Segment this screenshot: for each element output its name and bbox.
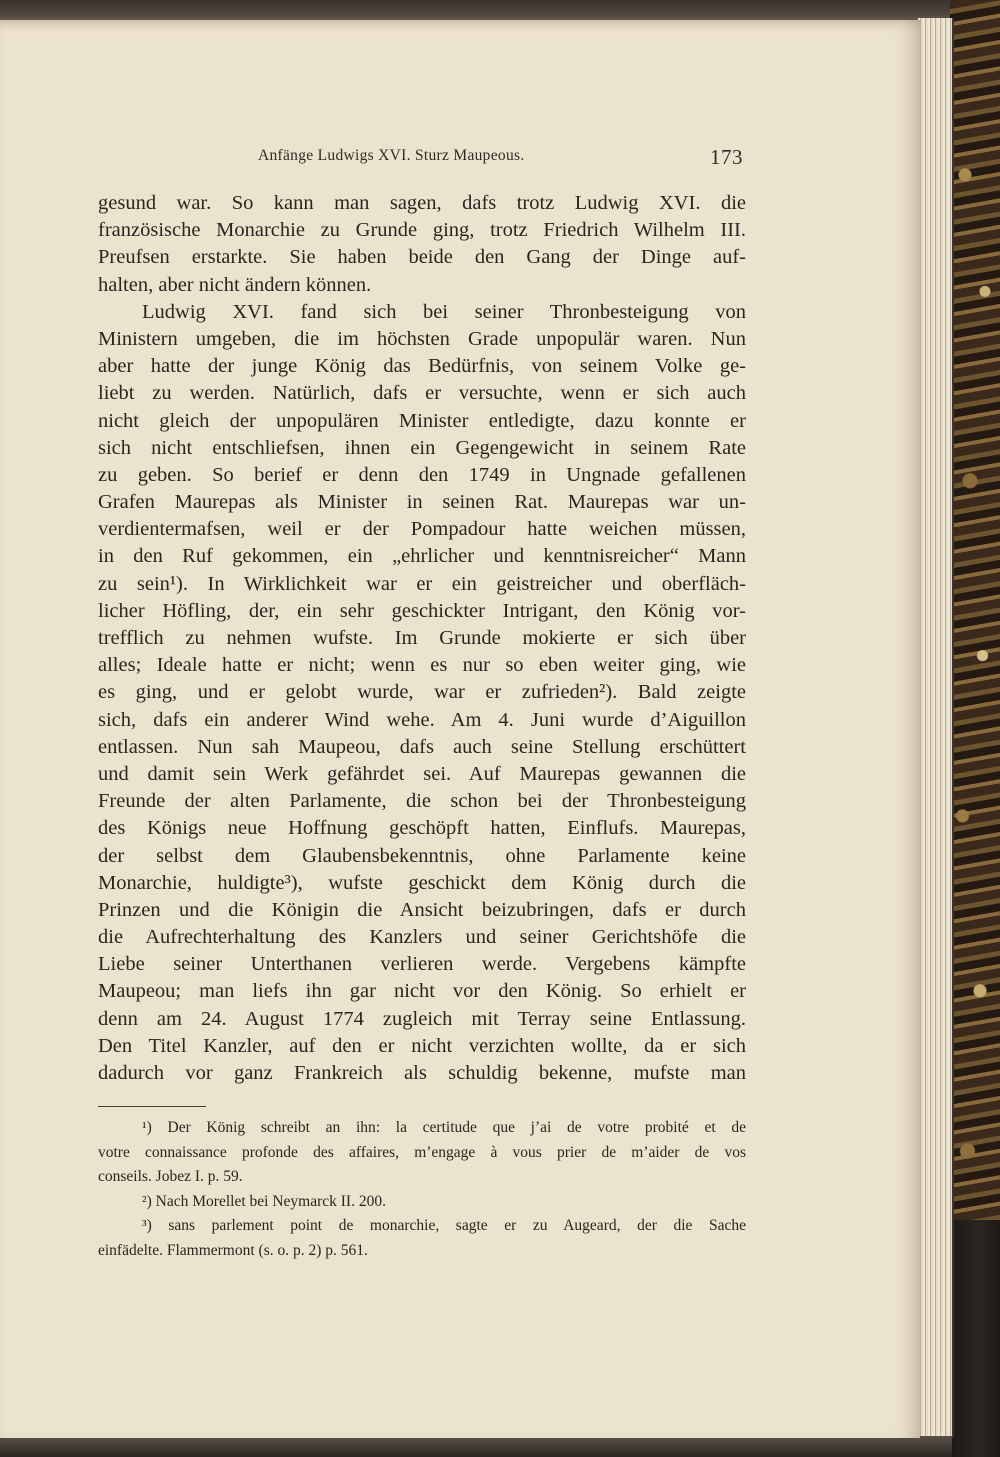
text-line: Freunde der alten Parlamente, die schon bei der Thronbesteigung <box>98 790 746 813</box>
footnotes <box>98 1116 746 1263</box>
page-number: 173 <box>710 145 743 169</box>
text-line: französische Monarchie zu Grunde ging, trotz Friedrich Wilhelm III. <box>98 219 746 242</box>
top-scan-edge <box>0 0 1000 22</box>
page-header <box>258 145 758 175</box>
text-line: entlassen. Nun sah Maupeou, dafs auch seine Stellung erschüttert <box>98 735 746 758</box>
text-line: sich nicht entschliefsen, ihnen ein Gegengewicht in seinem Rate <box>98 436 746 459</box>
body-text <box>98 190 746 1087</box>
text-line: Prinzen und die Königin die Ansicht beizubringen, dafs er durch <box>98 898 746 921</box>
text-line: alles; Ideale hatte er nicht; wenn es nur so eben weiter ging, wie <box>98 654 746 677</box>
text-line: aber hatte der junge König das Bedürfnis, von seinem Volke ge- <box>98 355 746 378</box>
text-line: Preufsen erstarkte. Sie haben beide den Gang der Dinge auf- <box>98 246 746 269</box>
text-line: denn am 24. August 1774 zugleich mit Terray seine Entlassung. <box>98 1007 746 1030</box>
text-line: es ging, und er gelobt wurde, war er zufrieden²). Bald zeigte <box>98 681 746 704</box>
text-line: Liebe seiner Unterthanen verlieren werde. Vergebens kämpfte <box>98 953 746 976</box>
text-line: gesund war. So kann man sagen, dafs trotz Ludwig XVI. die <box>98 192 746 214</box>
text-line: liebt zu werden. Natürlich, dafs er versuchte, wenn er sich auch <box>98 382 746 405</box>
text-line: der selbst dem Glaubensbekenntnis, ohne Parlamente keine <box>98 844 746 867</box>
text-line: Den Titel Kanzler, auf den er nicht verzichten wollte, da er sich <box>98 1034 746 1057</box>
running-title: Anfänge Ludwigs XVI. Sturz Maupeous. <box>258 147 525 164</box>
footnote-line: votre connaissance profonde des affaires, m’engage à vous prier de m’aider de vos <box>98 1143 746 1161</box>
text-line: nicht gleich der unpopulären Minister entledigte, dazu konnte er <box>98 409 746 432</box>
bottom-scan-edge <box>0 1436 952 1457</box>
footnote-line: ¹) Der König schreibt an ihn: la certitude que j’ai de votre probité et de <box>142 1119 746 1136</box>
text-line: zu sein¹). In Wirklichkeit war er ein geistreicher und oberfläch- <box>98 572 746 595</box>
text-line: dadurch vor ganz Frankreich als schuldig bekenne, mufste man <box>98 1062 746 1084</box>
text-line: Maupeou; man liefs ihn gar nicht vor den König. So erhielt er <box>98 980 746 1003</box>
text-line: verdientermafsen, weil er der Pompadour hatte weichen müssen, <box>98 518 746 541</box>
footnote-line: ³) sans parlement point de monarchie, sagte er zu Augeard, der die Sache <box>142 1217 746 1234</box>
text-line: halten, aber nicht ändern können. <box>98 273 372 296</box>
text-line: Ludwig XVI. fand sich bei seiner Thronbesteigung von <box>142 300 746 323</box>
text-line: sich, dafs ein anderer Wind wehe. Am 4. Juni wurde d’Aiguillon <box>98 708 746 731</box>
cover-spine-strip <box>950 1220 1000 1457</box>
text-line: des Königs neue Hoffnung geschöpft hatten, Einflufs. Maurepas, <box>98 817 746 840</box>
footnote-line: conseils. Jobez I. p. 59. <box>98 1168 243 1185</box>
text-line: Monarchie, huldigte³), wufste geschickt dem König durch die <box>98 871 746 894</box>
text-line: zu geben. So berief er denn den 1749 in Ungnade gefallenen <box>98 463 746 486</box>
text-line: und damit sein Werk gefährdet sei. Auf Maurepas gewannen die <box>98 762 746 785</box>
text-line: in den Ruf gekommen, ein „ehrlicher und kenntnisreicher“ Mann <box>98 545 746 568</box>
text-line: Grafen Maurepas als Minister in seinen Rat. Maurepas war un- <box>98 491 746 514</box>
footnote-line: einfädelte. Flammermont (s. o. p. 2) p. 561. <box>98 1241 368 1259</box>
footnote-line: ²) Nach Morellet bei Neymarck II. 200. <box>142 1192 386 1210</box>
text-line: trefflich zu nehmen wufste. Im Grunde mokierte er sich über <box>98 627 746 649</box>
footnote-separator <box>98 1106 206 1107</box>
text-line: licher Höfling, der, ein sehr geschickter Intrigant, den König vor- <box>98 599 746 622</box>
page-stack-edge <box>918 18 954 1438</box>
text-line: Ministern umgeben, die im höchsten Grade unpopulär waren. Nun <box>98 327 746 350</box>
text-line: die Aufrechterhaltung des Kanzlers und seiner Gerichtshöfe die <box>98 926 746 949</box>
